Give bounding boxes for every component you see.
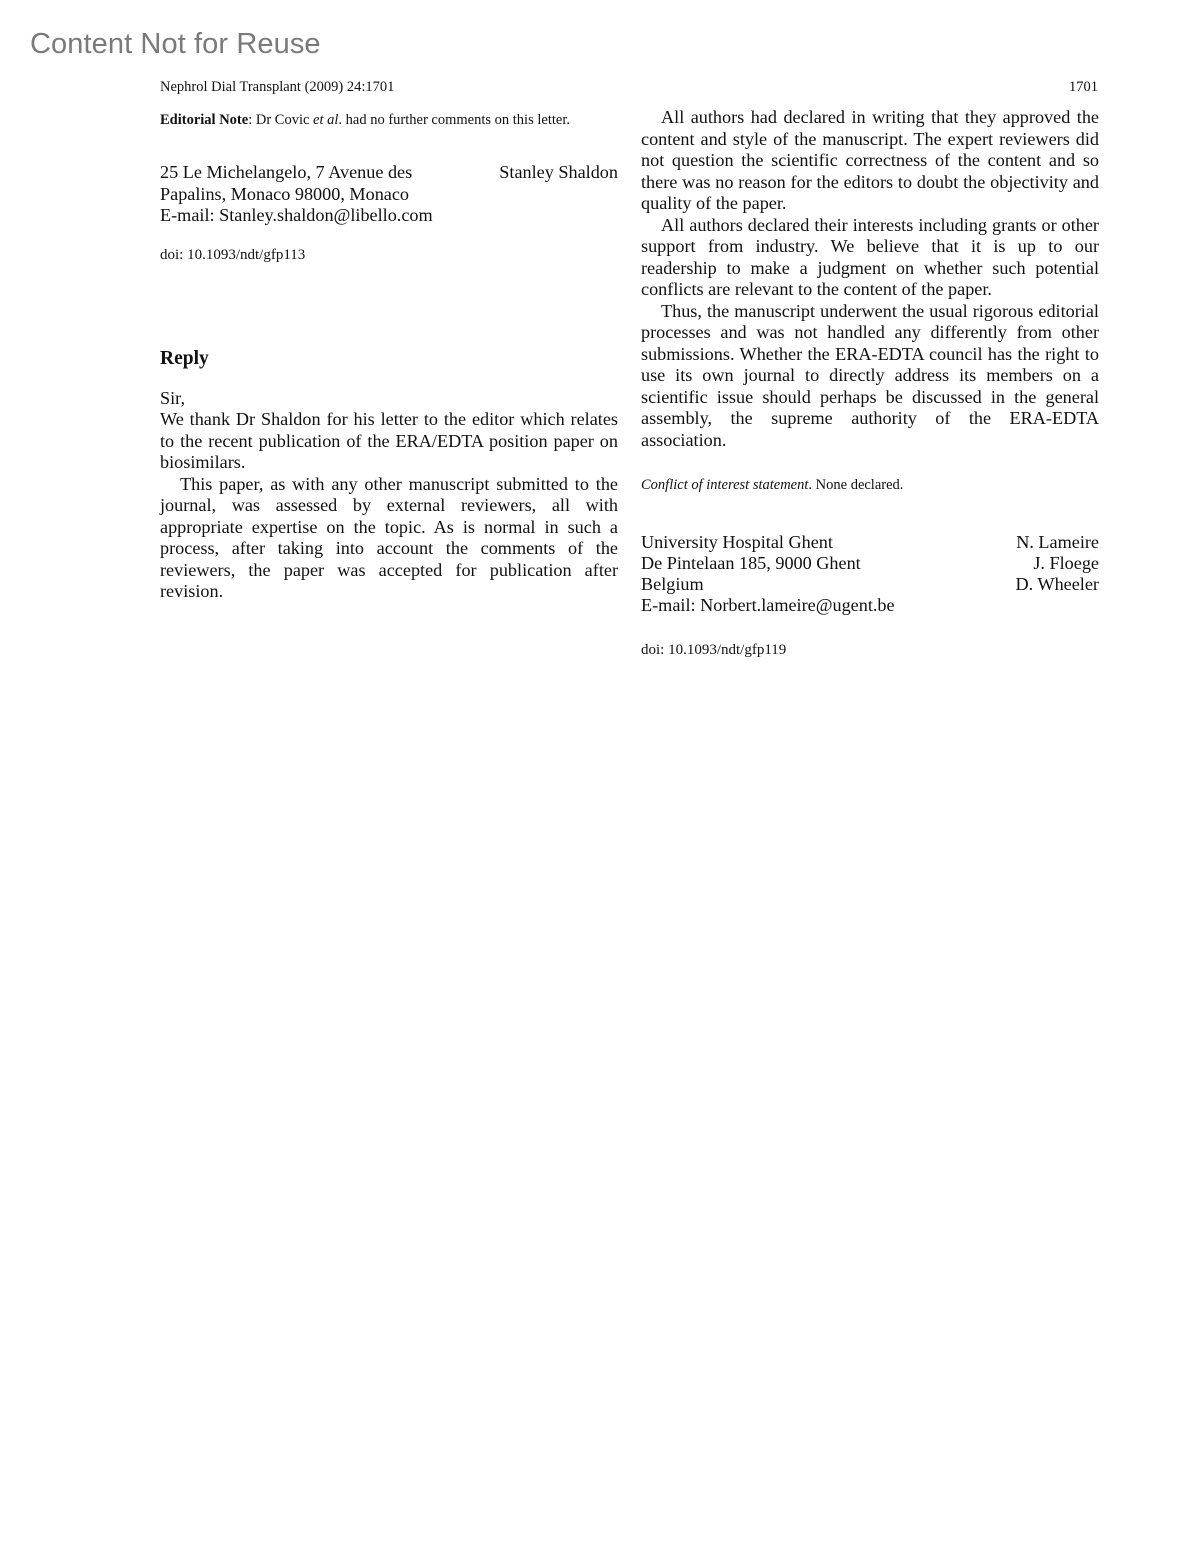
conflict-text: . None declared. (808, 477, 904, 493)
reply-address-block (641, 532, 895, 616)
letter-address-line: 25 Le Michelangelo, 7 Avenue des (160, 162, 413, 182)
reply-signature-block (641, 532, 1099, 616)
conflict-of-interest (641, 475, 1099, 495)
reply-author: N. Lameire (1016, 532, 1099, 552)
reply-address-line: University Hospital Ghent (641, 532, 833, 552)
letter-address-block (160, 162, 618, 227)
letter-author: Stanley Shaldon (499, 162, 618, 182)
letter-address-line: Papalins, Monaco 98000, Monaco (160, 183, 410, 204)
reply-authors (1016, 532, 1100, 616)
reply-paragraph: Thus, the manuscript underwent the usual rigorous editorial processes and was not handled any differently from other submissions. Whether the ERA-EDTA council has the right to use its own journal to directly address its members on a scientific issue should perhaps be discussed in the general assembly, the supreme authority of the ERA-EDTA association. (641, 300, 1099, 450)
reply-email: E-mail: Norbert.lameire@ugent.be (641, 595, 895, 615)
editorial-note-etal: et al (313, 112, 339, 128)
reply-paragraph: All authors had declared in writing that they approved the content and style of the manuscript. The expert reviewers did not question the scientific correctness of the content and so there was no reason for the editors to doubt the objectivity and quality of the paper. (641, 107, 1099, 213)
watermark: Content Not for Reuse (30, 28, 321, 60)
letter-doi: doi: 10.1093/ndt/gfp113 (160, 246, 306, 263)
reply-heading: Reply (160, 347, 209, 369)
reply-paragraph: We thank Dr Shaldon for his letter to the editor which relates to the recent publication of the ERA/EDTA position paper on biosimilars. (160, 409, 618, 472)
page-number: 1701 (1069, 79, 1098, 95)
reply-paragraph: This paper, as with any other manuscript submitted to the journal, was assessed by external reviewers, all with appropriate expertise on the topic. As is normal in such a process, after taking into account the comments of the reviewers, the paper was accepted for publication after revision. (160, 473, 618, 601)
reply-author: D. Wheeler (1015, 574, 1099, 594)
running-head: Nephrol Dial Transplant (2009) 24:1701 (160, 79, 395, 95)
reply-doi: doi: 10.1093/ndt/gfp119 (641, 642, 787, 658)
conflict-label: Conflict of interest statement (641, 477, 809, 493)
left-column (160, 110, 618, 603)
editorial-note-text-pre: : Dr Covic (248, 112, 314, 128)
right-column (641, 107, 1099, 659)
reply-address-line: De Pintelaan 185, 9000 Ghent (641, 553, 861, 573)
editorial-note (160, 110, 618, 130)
reply-paragraph: All authors declared their interests including grants or other support from industry. We believe that it is up to our readership to make a judgment on whether such potential conflicts are relevant to the content of the paper. (641, 214, 1099, 299)
letter-email: E-mail: Stanley.shaldon@libello.com (160, 205, 433, 225)
reply-salutation: Sir, (160, 387, 186, 408)
reply-author: J. Floege (1033, 553, 1099, 573)
reply-address-line: Belgium (641, 574, 704, 594)
editorial-note-text-post: . had no further comments on this letter. (338, 112, 570, 128)
editorial-note-label: Editorial Note (160, 112, 249, 128)
